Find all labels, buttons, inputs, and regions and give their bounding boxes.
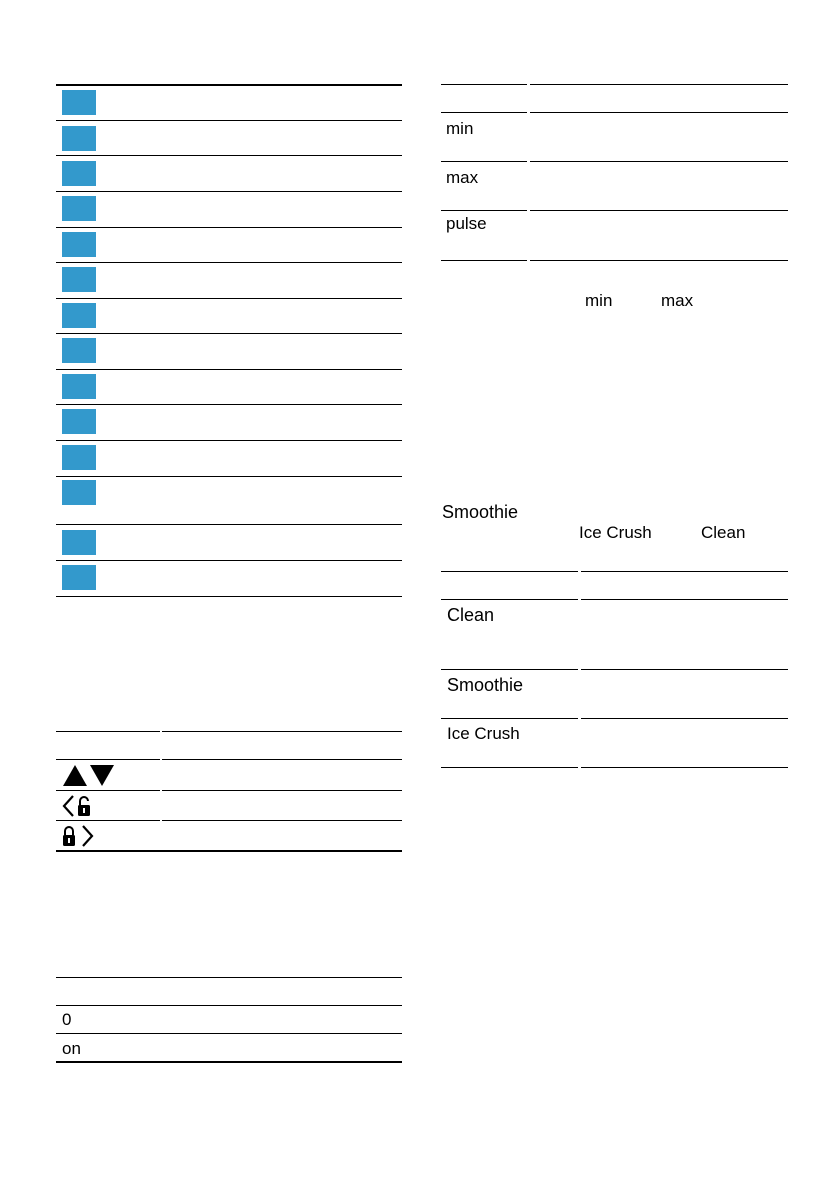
table-rule [56, 476, 402, 477]
number-box [62, 409, 96, 434]
number-box [62, 90, 96, 115]
table-rule [56, 333, 402, 334]
table-rule [581, 669, 788, 670]
table-rule [56, 1061, 402, 1063]
table-rule [56, 262, 402, 263]
table-rule [530, 161, 788, 162]
number-box [62, 480, 96, 505]
number-box [62, 565, 96, 590]
program-label-clean: Clean [447, 605, 495, 625]
lock-forward-icon [62, 824, 102, 848]
table-rule [441, 599, 578, 600]
table-rule [56, 977, 402, 978]
table-rule [56, 850, 402, 852]
program-label-smoothie: Smoothie [447, 675, 524, 695]
table-rule [441, 84, 527, 85]
number-box [62, 338, 96, 363]
table-rule [56, 84, 402, 86]
table-rule [441, 669, 578, 670]
table-rule [56, 1033, 402, 1034]
table-rule [56, 524, 402, 525]
table-rule [441, 161, 527, 162]
number-box [62, 530, 96, 555]
number-box [62, 232, 96, 257]
table-rule [530, 210, 788, 211]
table-rule [441, 718, 578, 719]
table-rule [441, 210, 527, 211]
table-rule [441, 767, 578, 768]
number-box [62, 161, 96, 186]
number-box [62, 374, 96, 399]
switch-label-on: on [62, 1039, 81, 1058]
up-down-triangles-icon [62, 763, 116, 787]
speed-label-min: min [446, 119, 474, 138]
table-rule [530, 112, 788, 113]
back-unlock-icon [62, 794, 102, 818]
table-rule [56, 759, 160, 760]
table-rule [441, 112, 527, 113]
number-box [62, 267, 96, 292]
number-box [62, 196, 96, 221]
table-rule [56, 369, 402, 370]
table-rule [56, 560, 402, 561]
note-max: max [661, 291, 694, 310]
table-rule [162, 820, 402, 821]
table-rule [56, 790, 160, 791]
table-rule [56, 404, 402, 405]
table-rule [56, 596, 402, 597]
speed-label-pulse: pulse [446, 214, 487, 233]
table-rule [56, 120, 402, 121]
note-ice-crush: Ice Crush [579, 523, 652, 542]
table-rule [530, 84, 788, 85]
table-rule [56, 820, 160, 821]
table-rule [581, 571, 788, 572]
table-rule [56, 227, 402, 228]
note-clean: Clean [701, 523, 746, 542]
table-rule [441, 571, 578, 572]
table-rule [581, 718, 788, 719]
table-rule [530, 260, 788, 261]
table-rule [581, 767, 788, 768]
table-rule [56, 1005, 402, 1006]
table-rule [56, 731, 160, 732]
table-rule [56, 298, 402, 299]
note-smoothie: Smoothie [442, 502, 519, 522]
table-rule [162, 759, 402, 760]
table-rule [56, 191, 402, 192]
table-rule [56, 155, 402, 156]
number-box [62, 445, 96, 470]
table-rule [162, 790, 402, 791]
speed-label-max: max [446, 168, 479, 187]
table-rule [56, 440, 402, 441]
note-min: min [585, 291, 613, 310]
number-box [62, 303, 96, 328]
table-rule [162, 731, 402, 732]
program-label-ice-crush: Ice Crush [447, 724, 520, 743]
number-box [62, 126, 96, 151]
table-rule [441, 260, 527, 261]
switch-label-off: 0 [62, 1010, 72, 1029]
table-rule [581, 599, 788, 600]
